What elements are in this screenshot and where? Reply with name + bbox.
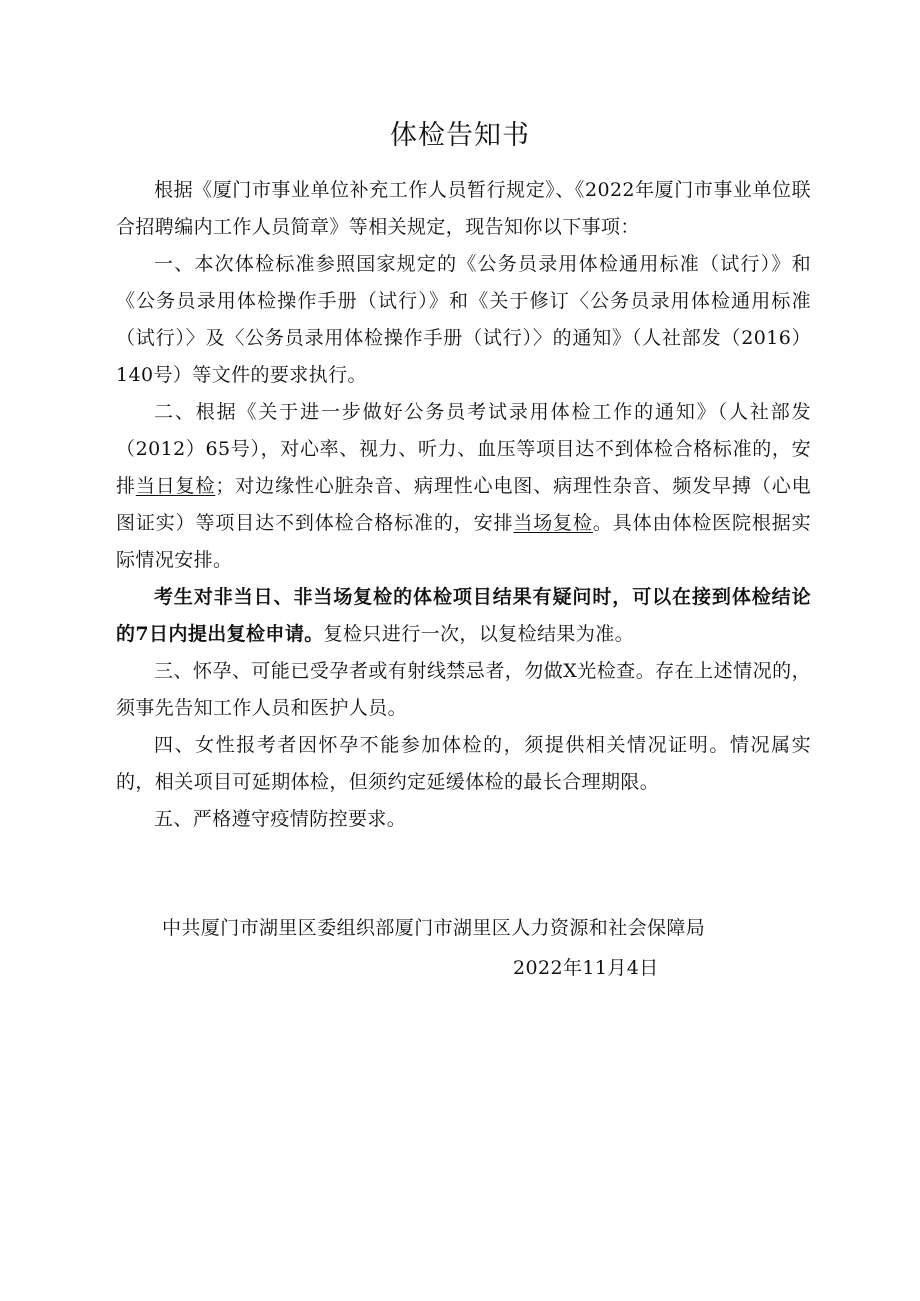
recheck-bold-text: 考生对非当日、非当场复检的体检项目结果有疑问时，可以在接到体检结论的7日内提出复检申请。 xyxy=(116,586,811,645)
on-site-recheck-text: 当场复检 xyxy=(513,512,593,534)
signature-date: 2022年11月4日 xyxy=(513,957,659,979)
item-5-paragraph: 五、严格遵守疫情防控要求。 xyxy=(154,808,407,830)
signature-organization: 中共厦门市湖里区委组织部厦门市湖里区人力资源和社会保障局 xyxy=(162,917,706,939)
item-4-paragraph: 四、女性报考者因怀孕不能参加体检的，须提供相关情况证明。情况属实的，相关项目可延期体检，但须约定延缓体检的最长合理期限。 xyxy=(116,734,811,793)
item-3-paragraph: 三、怀孕、可能已受孕者或有射线禁忌者，勿做X光检查。存在上述情况的，须事先告知工作人员和医护人员。 xyxy=(116,660,811,719)
intro-paragraph: 根据《厦门市事业单位补充工作人员暂行规定》、《2022年厦门市事业单位联合招聘编内工作人员简章》等相关规定，现告知你以下事项： xyxy=(116,179,811,238)
recheck-normal-text: 复检只进行一次，以复检结果为准。 xyxy=(323,623,635,645)
document-title: 体检告知书 xyxy=(390,120,530,151)
item-2-text-1: 二、根据《关于进一步做好公务员考试录用体检工作的通知》（人社部发（2012）65号），对心率、视力、听力、血压等项目达不到体检合格标准的，安排 xyxy=(116,401,811,497)
item-2-text-2: ；对边缘性心脏杂音、病理性心电图、病理性杂音、频发早搏（心电图证实）等项目达不到体检合格标准的，安排 xyxy=(116,475,811,534)
item-1-paragraph: 一、本次体检标准参照国家规定的《公务员录用体检通用标准（试行）》和《公务员录用体检操作手册（试行）》和《关于修订〈公务员录用体检通用标准（试行）〉及〈公务员录用体检操作手册（试行）〉的通知》（人社部发（2016）140号）等文件的要求执行。 xyxy=(116,253,811,386)
recheck-paragraph xyxy=(116,579,811,653)
item-2-paragraph xyxy=(116,394,811,579)
document-body xyxy=(116,172,811,838)
item-2-text-3: 。具体由体检医院根据实际情况安排。 xyxy=(116,512,811,571)
same-day-recheck-text: 当日复检 xyxy=(135,475,216,497)
